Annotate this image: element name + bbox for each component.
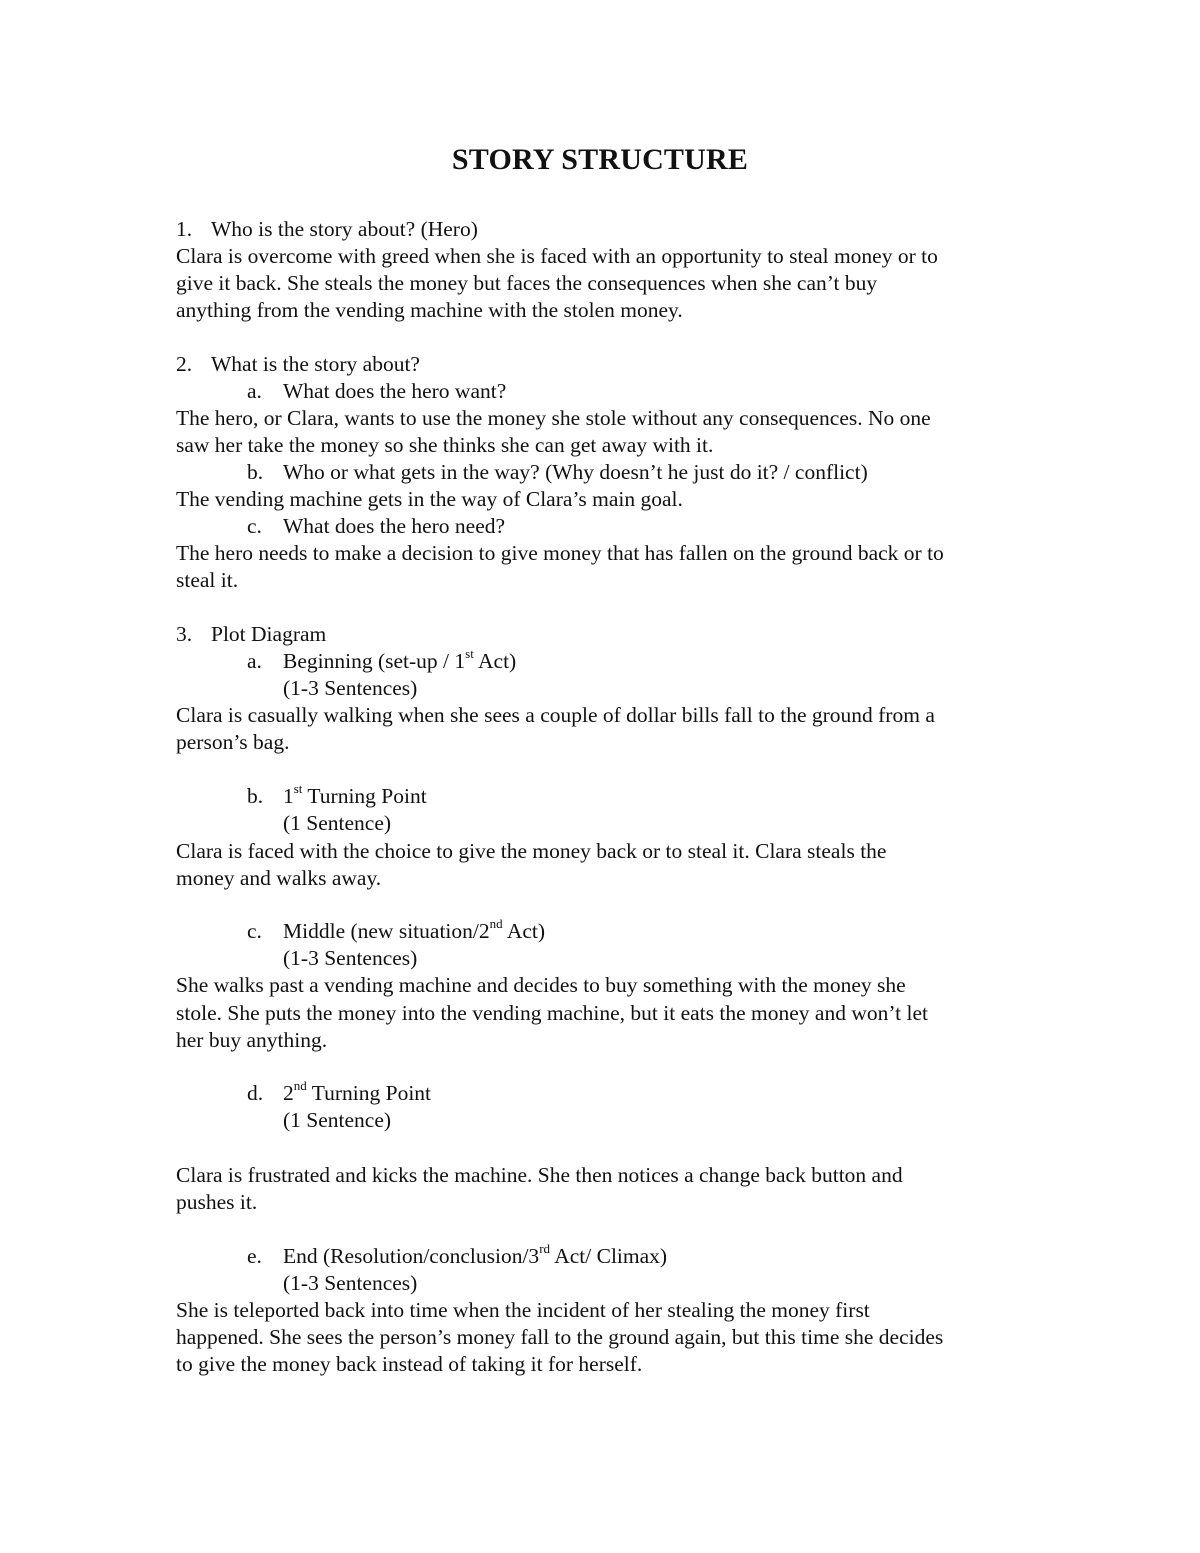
q3a-letter: a. [247,649,262,673]
q2c-question: What does the hero need? [283,514,506,538]
q2a-answer-line: saw her take the money so she thinks she can get away with it. [176,433,714,457]
q1-number: 1. [176,217,193,241]
q2c-answer-line: steal it. [176,568,239,592]
q3a-answer-line: Clara is casually walking when she sees a couple of dollar bills fall to the ground from a [176,703,935,727]
q3c-note: (1-3 Sentences) [283,946,418,970]
q2c-answer-line: The hero needs to make a decision to give money that has fallen on the ground back or to [176,541,944,565]
q3b-note: (1 Sentence) [283,811,392,835]
q2a-letter: a. [247,379,262,403]
q3d-note: (1 Sentence) [283,1108,392,1132]
q3e-answer-line: happened. She sees the person’s money fall to the ground again, but this time she decides [176,1325,944,1349]
q3e-answer-line: to give the money back instead of taking it for herself. [176,1352,643,1376]
q3b-answer-line: money and walks away. [176,866,382,890]
q3e-letter: e. [247,1244,262,1268]
q3d-letter: d. [247,1081,264,1105]
q1-answer-line: Clara is overcome with greed when she is faced with an opportunity to steal money or to [176,244,938,268]
q3c-letter: c. [247,919,262,943]
q1-answer-line: give it back. She steals the money but faces the consequences when she can’t buy [176,271,878,295]
q3d-heading: 2nd Turning Point [283,1077,432,1105]
q3c-heading: Middle (new situation/2nd Act) [283,915,546,943]
q2b-answer-line: The vending machine gets in the way of Clara’s main goal. [176,487,683,511]
q3e-note: (1-3 Sentences) [283,1271,418,1295]
q2b-question: Who or what gets in the way? (Why doesn’t he just do it? / conflict) [283,460,868,484]
q3c-answer-line: She walks past a vending machine and decides to buy something with the money she [176,973,906,997]
q3a-heading: Beginning (set-up / 1st Act) [283,645,517,673]
page-title: STORY STRUCTURE [451,143,749,176]
q2-number: 2. [176,352,193,376]
q2b-letter: b. [247,460,264,484]
q3-question: Plot Diagram [211,622,327,646]
q1-question: Who is the story about? (Hero) [211,217,478,241]
q3a-answer-line: person’s bag. [176,730,290,754]
q2c-letter: c. [247,514,262,538]
q1-answer-line: anything from the vending machine with the stolen money. [176,298,683,322]
q3b-heading: 1st Turning Point [283,780,427,808]
q3-number: 3. [176,622,193,646]
q3e-heading: End (Resolution/conclusion/3rd Act/ Climax) [283,1240,668,1268]
q3a-note: (1-3 Sentences) [283,676,418,700]
q3c-answer-line: her buy anything. [176,1028,328,1052]
q2a-answer-line: The hero, or Clara, wants to use the money she stole without any consequences. No one [176,406,931,430]
q3b-letter: b. [247,784,264,808]
q3d-answer-line: Clara is frustrated and kicks the machine. She then notices a change back button and [176,1163,903,1187]
q3b-answer-line: Clara is faced with the choice to give the money back or to steal it. Clara steals the [176,839,887,863]
q3c-answer-line: stole. She puts the money into the vending machine, but it eats the money and won’t let [176,1001,928,1025]
q3d-answer-line: pushes it. [176,1190,258,1214]
q2-question: What is the story about? [211,352,420,376]
q3e-answer-line: She is teleported back into time when the incident of her stealing the money first [176,1298,870,1322]
q2a-question: What does the hero want? [283,379,507,403]
